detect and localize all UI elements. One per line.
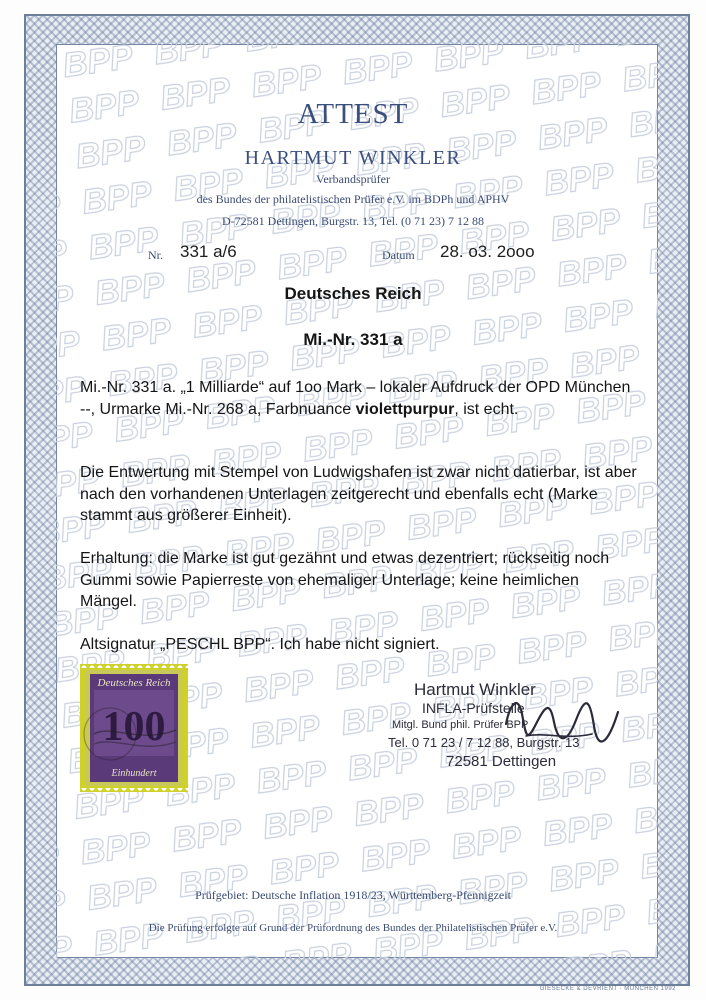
date-label: Datum	[382, 248, 415, 262]
shade-name: violettpurpur	[355, 400, 455, 418]
handstamp-membership: Mitgl. Bund phil. Prüfer BPP	[392, 719, 529, 731]
examiner-association: des Bundes der philatelistischen Prüfer e.V. im BDPh und APHV	[196, 192, 510, 206]
examiner-handstamp	[378, 680, 618, 780]
description-text: Mi.-Nr. 331 a. „1 Milliarde“ auf 1oo Mark – lokaler Aufdruck der OPD München --, Urmarke Mi.-Nr. 268 a, Farbnuance	[80, 379, 631, 418]
handstamp-name: Hartmut Winkler	[414, 680, 536, 699]
examiner-role: Verbandsprüfer	[316, 172, 390, 186]
certificate-number: 331 a/6	[180, 242, 237, 261]
examiner-name: HARTMUT WINKLER	[244, 147, 462, 169]
stamp-image	[80, 664, 188, 792]
certificate-date: 28. o3. 2ooo	[440, 242, 535, 261]
condition-paragraph: Erhaltung: die Marke ist gut gezähnt und etwas dezentriert; rückseitig noch Gummi sowie Papierreste von ehemaliger Unterlage; keine heimlichen Mängel.	[80, 550, 610, 610]
handstamp-city: 72581 Dettingen	[446, 753, 557, 770]
cancellation-paragraph: Die Entwertung mit Stempel von Ludwigshafen ist zwar nicht datierbar, ist aber nach den vorhandenen Unterlagen zeitgerecht und ebenfalls echt (Marke stammt aus größerer Einheit).	[80, 464, 637, 524]
signature-note-paragraph: Altsignatur „PESCHL BPP“. Ich habe nicht signiert.	[80, 636, 440, 653]
handstamp-office: INFLA-Prüfstelle	[422, 700, 525, 716]
catalogue-number-heading: Mi.-Nr. 331 a	[303, 330, 403, 349]
examination-scope: Prüfgebiet: Deutsche Inflation 1918/23, Württemberg-Pfennigzeit	[195, 888, 511, 902]
country-heading: Deutsches Reich	[284, 284, 422, 303]
printer-imprint: GIESECKE & DEVRIENT · MÜNCHEN 1992	[539, 986, 676, 992]
examination-basis: Die Prüfung erfolgte auf Grund der Prüfordnung des Bundes der Philatelistischen Prüfer e.V.	[148, 922, 558, 934]
description-paragraph	[80, 377, 640, 420]
number-label: Nr.	[148, 248, 163, 262]
stamp-bottom-text: Einhundert	[111, 768, 157, 779]
stamp-top-text: Deutsches Reich	[97, 677, 171, 689]
handwritten-signature	[496, 684, 624, 764]
description-tail: , ist echt.	[454, 400, 519, 418]
stamp-value: 100	[102, 704, 166, 750]
certificate-title: ATTEST	[297, 98, 409, 130]
handstamp-contact: Tel. 0 71 23 / 7 12 88, Burgstr. 13	[388, 735, 580, 750]
examiner-address: D-72581 Dettingen, Burgstr. 13, Tel. (0 71 23) 7 12 88	[221, 214, 485, 228]
